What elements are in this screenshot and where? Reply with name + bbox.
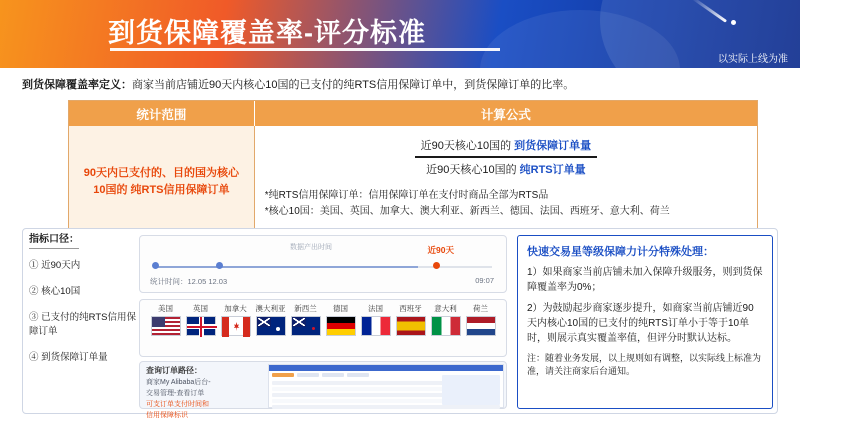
page-title: 到货保障覆盖率-评分标准 — [108, 18, 426, 48]
numerator-key: 到货保障订单量 — [514, 140, 592, 152]
special-rules-title: 快速交易星等级保障力计分特殊处理： — [527, 246, 714, 258]
flag-icon-nl — [466, 316, 496, 336]
flag-icon-fr — [361, 316, 391, 336]
table-header-row — [69, 101, 757, 126]
flag-icon-nz — [291, 316, 321, 336]
fraction-numerator — [415, 135, 598, 155]
timeline-dot-mid — [216, 262, 223, 269]
metric-detail-panel — [22, 228, 778, 419]
screenshot-tab-active — [272, 373, 294, 377]
timeline-caption: 数据产出时间 — [290, 244, 332, 251]
timeline-right-label: 09:07 — [475, 276, 494, 285]
flag-label-it: 意大利 — [434, 304, 457, 313]
caliber-item-4: ④ 到货保障订单量 — [29, 352, 108, 363]
table-header-formula: 计算公式 — [255, 101, 757, 126]
flag-icon-es — [396, 316, 426, 336]
fraction-bar — [415, 156, 598, 158]
definition-label: 到货保障覆盖率定义： — [22, 79, 132, 91]
flag-label-uk: 英国 — [193, 304, 208, 313]
caliber-item-3: ③ 已支付的纯RTS信用保障订单 — [29, 312, 136, 337]
timeline-fill — [154, 266, 418, 268]
screenshot-topbar — [269, 365, 503, 371]
order-path-line-4: 可支订单支付时间和 — [146, 401, 209, 408]
fraction-denominator — [415, 159, 598, 179]
slide-header — [0, 0, 800, 68]
caliber-title: 指标口径： — [29, 233, 79, 249]
order-path-body — [146, 377, 262, 421]
flag-cell-es — [393, 303, 428, 336]
timeline-card — [139, 235, 507, 293]
flag-label-us: 美国 — [158, 304, 173, 313]
caliber-item-2: ② 核心10国 — [29, 286, 81, 297]
special-rule-2: 2）为鼓励起步商家逐步提升，如商家当前店铺近90天内核心10国的已支付的纯RTS订单小于等于10单时，则展示真实覆盖率值，但评分时默认达标。 — [527, 303, 754, 344]
flag-icon-au — [256, 316, 286, 336]
flag-label-de: 德国 — [333, 304, 348, 313]
timeline-left-label: 统计时间：12.05 12.03 — [150, 277, 228, 286]
flag-icon-uk — [186, 316, 216, 336]
screenshot-side-column — [442, 375, 500, 405]
flag-cell-fr — [358, 303, 393, 336]
special-rules-note: 注：随着业务发展，以上规则如有调整，以实际线上标准为准，请关注商家后台通知。 — [527, 353, 762, 376]
order-screenshot-thumbnail — [268, 364, 504, 408]
flag-cell-nl — [463, 303, 498, 336]
denominator-prefix: 近90天核心10国的 — [426, 164, 517, 176]
flag-icon-de — [326, 316, 356, 336]
definition-text: 商家当前店铺近90天内核心10国的已支付的纯RTS信用保障订单中，到货保障订单的比率。 — [132, 79, 575, 91]
timeline-dot-end — [433, 262, 440, 269]
order-path-line-5: 信用保障标识 — [146, 412, 188, 419]
flag-cell-ca — [218, 303, 253, 336]
title-underline — [110, 48, 500, 51]
flag-label-es: 西班牙 — [399, 304, 422, 313]
header-note: 以实际上线为准 — [718, 54, 788, 65]
screenshot-tab — [347, 373, 369, 377]
flag-label-nz: 新西兰 — [294, 304, 317, 313]
flag-cell-it — [428, 303, 463, 336]
order-path-title: 查询订单路径： — [146, 366, 202, 375]
special-rules-box — [517, 235, 773, 409]
flag-cell-au — [253, 303, 288, 336]
note-countries: *核心10国：美国、英国、加拿大、澳大利亚、新西兰、德国、法国、西班牙、意大利、荷兰 — [264, 206, 670, 217]
flag-icon-it — [431, 316, 461, 336]
timeline-badge: 近90天 — [427, 245, 454, 255]
numerator-prefix: 近90天核心10国的 — [420, 140, 512, 152]
metric-caliber-list — [29, 233, 137, 377]
flag-icon-ca — [221, 316, 251, 336]
flag-row — [144, 303, 502, 336]
comet-dot-icon — [731, 20, 736, 25]
order-path-line-2: 交易管理-查看订单 — [146, 390, 205, 397]
criteria-table — [68, 100, 758, 239]
timeline-track — [154, 266, 492, 268]
note-rts: *纯RTS信用保障订单：信用保障订单在支付时商品全部为RTS品 — [264, 190, 549, 201]
flag-cell-de — [323, 303, 358, 336]
flag-label-au: 澳大利亚 — [255, 304, 286, 313]
denominator-key: 纯RTS订单量 — [519, 164, 586, 176]
flag-label-fr: 法国 — [368, 304, 383, 313]
definition-row — [22, 78, 778, 93]
fraction — [415, 135, 598, 179]
screenshot-tab — [297, 373, 319, 377]
timeline-dot-start — [152, 262, 159, 269]
formula-block — [265, 135, 747, 179]
screenshot-tab — [322, 373, 344, 377]
formula-notes — [265, 188, 747, 220]
flag-label-ca: 加拿大 — [224, 304, 247, 313]
core-countries-card — [139, 299, 507, 357]
special-rule-1: 1）如果商家当前店铺未加入保障升级服务，则到货保障覆盖率为0%； — [527, 267, 763, 293]
flag-cell-us — [148, 303, 183, 336]
table-cell-formula — [255, 126, 757, 238]
table-cell-scope — [69, 126, 255, 238]
screenshot-row — [272, 405, 500, 409]
order-path-line-1: 商家My Alibaba后台- — [146, 379, 211, 386]
flag-label-nl: 荷兰 — [473, 304, 488, 313]
order-path-card — [139, 361, 507, 419]
table-body-row — [69, 126, 757, 238]
table-header-scope: 统计范围 — [69, 101, 255, 126]
scope-text: 90天内已支付的、目的国为核心10国的 纯RTS信用保障订单 — [83, 167, 239, 196]
flag-cell-nz — [288, 303, 323, 336]
flag-cell-uk — [183, 303, 218, 336]
caliber-item-1: ① 近90天内 — [29, 260, 81, 271]
flag-icon-us — [151, 316, 181, 336]
